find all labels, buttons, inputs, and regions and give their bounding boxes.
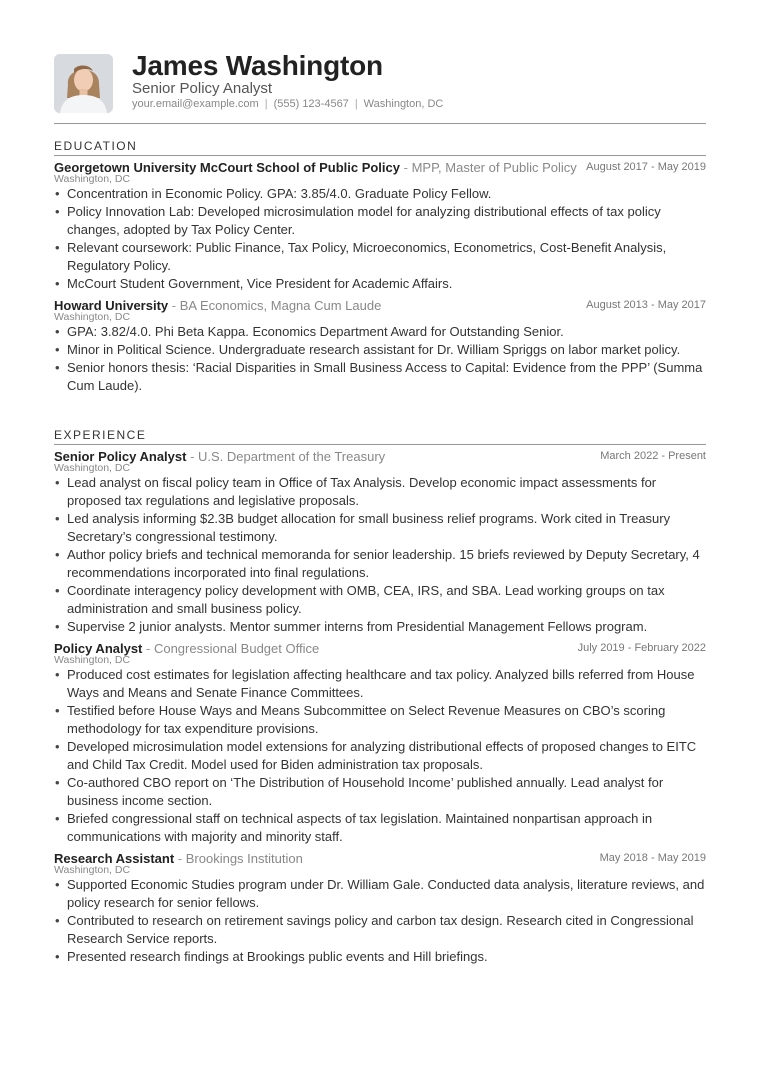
section-heading-education: EDUCATION [54, 139, 706, 156]
entry-bullets [54, 185, 706, 293]
entry-bullets [54, 876, 706, 966]
bullet-item: • Co-authored CBO report on ‘The Distribution of Household Income’ published annually. Lead analyst for business income section. [54, 774, 706, 810]
bullet-item: • Supported Economic Studies program under Dr. William Gale. Conducted data analysis, literature reviews, and policy research for senior fellows. [54, 876, 706, 912]
bullet-item: • Lead analyst on fiscal policy team in Office of Tax Analysis. Develop economic impact assessments for proposed tax regulations and legislative proposals. [54, 474, 706, 510]
entry-title: Howard University - BA Economics, Magna Cum Laude [54, 298, 382, 313]
entry-bullets [54, 666, 706, 846]
entry-role: Research Assistant [54, 851, 175, 866]
education-section [54, 139, 706, 400]
education-entry [54, 298, 706, 395]
contact-phone: (555) 123-4567 [273, 98, 349, 110]
entry-title: Policy Analyst - Congressional Budget Office [54, 641, 320, 656]
entry-location: Washington, DC [54, 654, 131, 666]
bullet-item: • Testified before House Ways and Means Subcommittee on Select Revenue Measures on CBO’s scoring methodology for tax expenditure provisions. [54, 702, 706, 738]
divider: | [264, 98, 268, 110]
entry-subtitle: BA Economics, Magna Cum Laude [179, 298, 382, 313]
entry-employer: Congressional Budget Office [153, 641, 320, 656]
contact-line [132, 98, 443, 110]
entry-header [54, 298, 706, 313]
bullet-item: • Relevant coursework: Public Finance, Tax Policy, Microeconomics, Econometrics, Cost-Benefit Analysis, Regulatory Policy. [54, 239, 706, 275]
header-divider [54, 123, 706, 124]
entry-bullets [54, 323, 706, 395]
bullet-item: • Minor in Political Science. Undergraduate research assistant for Dr. William Spriggs on labor market policy. [54, 341, 706, 359]
entry-date: March 2022 - Present [600, 450, 706, 462]
entry-title: Research Assistant - Brookings Institution [54, 851, 303, 866]
entry-header [54, 641, 706, 656]
profile-photo [54, 54, 113, 113]
divider: | [354, 98, 358, 110]
bullet-item: • Coordinate interagency policy development with OMB, CEA, IRS, and SBA. Lead working groups on tax administration and small business policy. [54, 582, 706, 618]
entry-location: Washington, DC [54, 864, 131, 876]
entry-employer: U.S. Department of the Treasury [198, 449, 386, 464]
experience-entry [54, 641, 706, 846]
education-entry [54, 160, 706, 293]
section-heading-experience: EXPERIENCE [54, 428, 706, 445]
candidate-title: Senior Policy Analyst [132, 80, 273, 97]
bullet-item: • GPA: 3.82/4.0. Phi Beta Kappa. Economics Department Award for Outstanding Senior. [54, 323, 706, 341]
bullet-item: • Presented research findings at Brookings public events and Hill briefings. [54, 948, 706, 966]
entry-subtitle: MPP, Master of Public Policy [411, 160, 577, 175]
bullet-item: • Led analysis informing $2.3B budget allocation for small business relief programs. Work cited in Treasury Secretary’s congressional testimony. [54, 510, 706, 546]
person-photo-icon [54, 54, 113, 113]
contact-email: your.email@example.com [132, 98, 259, 110]
entry-location: Washington, DC [54, 462, 131, 474]
entry-location: Washington, DC [54, 173, 131, 185]
entry-title: Georgetown University McCourt School of Public Policy - MPP, Master of Public Policy [54, 160, 577, 175]
entry-header [54, 851, 706, 866]
experience-section [54, 428, 706, 971]
bullet-item: • Contributed to research on retirement savings policy and carbon tax design. Research cited in Congressional Research Service reports. [54, 912, 706, 948]
experience-entry [54, 851, 706, 966]
bullet-item: • Produced cost estimates for legislation affecting healthcare and tax policy. Analyzed bills referred from House Ways and Means and Senate Finance Committees. [54, 666, 706, 702]
resume-header [54, 0, 706, 116]
bullet-item: • Developed microsimulation model extensions for analyzing distributional effects of proposed changes to EITC and Child Tax Credit. Model used for Biden administration tax proposals. [54, 738, 706, 774]
entry-title: Senior Policy Analyst - U.S. Department of the Treasury [54, 449, 386, 464]
candidate-name: James Washington [132, 50, 383, 81]
entry-role: Senior Policy Analyst [54, 449, 187, 464]
entry-header [54, 449, 706, 464]
entry-org: Howard University [54, 298, 169, 313]
entry-date: July 2019 - February 2022 [577, 642, 706, 654]
bullet-item: • Briefed congressional staff on technical aspects of tax legislation. Maintained nonpartisan approach in communications with majority and minority staff. [54, 810, 706, 846]
entry-employer: Brookings Institution [185, 851, 303, 866]
entry-location: Washington, DC [54, 311, 131, 323]
bullet-item: • Policy Innovation Lab: Developed microsimulation model for analyzing distributional effects of tax policy changes, adopted by Tax Policy Center. [54, 203, 706, 239]
entry-header [54, 160, 706, 175]
bullet-item: • Concentration in Economic Policy. GPA: 3.85/4.0. Graduate Policy Fellow. [54, 185, 706, 203]
bullet-item: • Senior honors thesis: ‘Racial Disparities in Small Business Access to Capital: Evidence from the PPP’ (Summa Cum Laude). [54, 359, 706, 395]
entry-bullets [54, 474, 706, 636]
entry-date: August 2013 - May 2017 [586, 299, 706, 311]
bullet-item: • Author policy briefs and technical memoranda for senior leadership. 15 briefs reviewed by Deputy Secretary, 4 recommendations incorporated into final regulations. [54, 546, 706, 582]
experience-entry [54, 449, 706, 636]
bullet-item: • McCourt Student Government, Vice President for Academic Affairs. [54, 275, 706, 293]
entry-org: Georgetown University McCourt School of Public Policy [54, 160, 400, 175]
contact-location: Washington, DC [363, 98, 444, 110]
entry-date: May 2018 - May 2019 [599, 852, 706, 864]
entry-role: Policy Analyst [54, 641, 143, 656]
bullet-item: • Supervise 2 junior analysts. Mentor summer interns from Presidential Management Fellows program. [54, 618, 706, 636]
entry-date: August 2017 - May 2019 [586, 161, 706, 173]
